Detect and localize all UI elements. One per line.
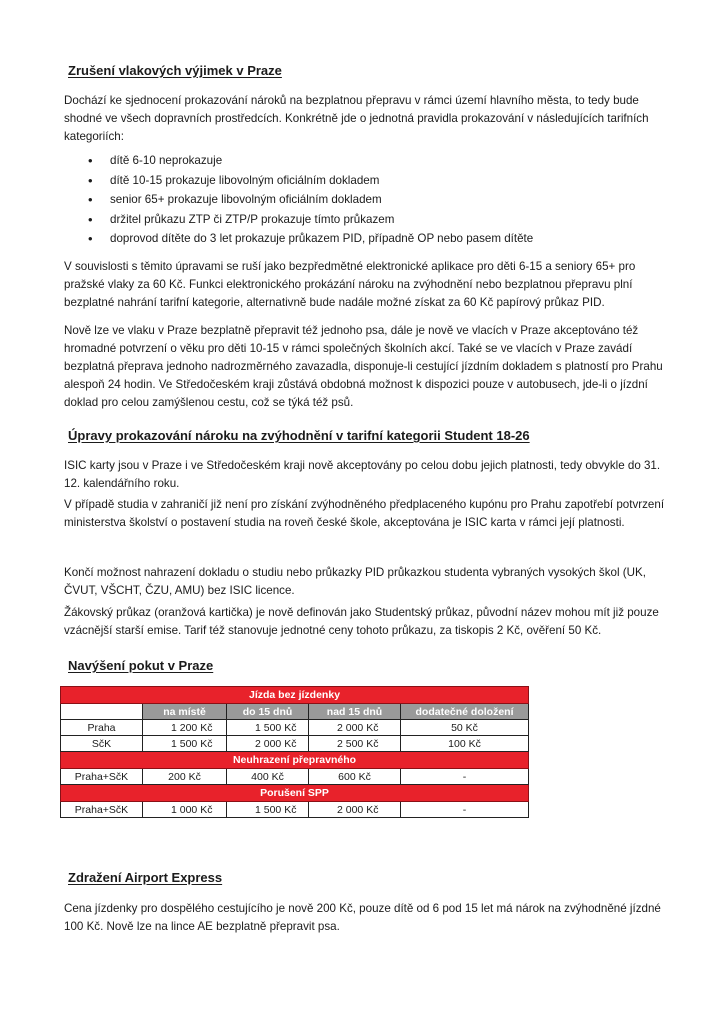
section-heading-airport-express: Zdražení Airport Express	[68, 870, 223, 885]
paragraph-study-abroad: V případě studia v zahraničí již není pro získání zvýhodněného předplaceného kupónu pro Prahu zapotřebí potvrzení ministerstva školství o postavení studia na roveň české škole, akceptována je ISIC karta v rámci její platnosti.	[64, 498, 665, 529]
table-cell: 1 200 Kč	[143, 720, 227, 736]
table-cell: 2 000 Kč	[309, 720, 401, 736]
table-cell: 1 000 Kč	[143, 802, 227, 818]
section-heading-student-discount: Úpravy prokazování nároku na zvýhodnění v tarifní kategorii Student 18-26	[68, 428, 530, 443]
table-cell: 100 Kč	[401, 736, 529, 752]
paragraph-apps-cancelled: V souvislosti s těmito úpravami se ruší jako bezpředmětné elektronické aplikace pro děti 6-15 a seniory 65+ pro pražské vlaky za 60 Kč. Funkci elektronického prokázání nároku na zvýhodnění nebo bezplatnou přepravu plní bezplatné nahrání tarifní kategorie, alternativně bude nadále možné získat za 60 Kč papírový průkaz PID.	[64, 260, 636, 309]
section-label-unpaid: Neuhrazení přepravného	[61, 752, 529, 769]
table-column-headers	[61, 704, 529, 720]
category-list	[88, 151, 533, 249]
table-cell: 50 Kč	[401, 720, 529, 736]
table-row	[61, 769, 529, 785]
table-row	[61, 802, 529, 818]
section-label-no-ticket: Jízda bez jízdenky	[61, 687, 529, 704]
table-cell: 2 000 Kč	[309, 802, 401, 818]
table-section-header	[61, 752, 529, 769]
table-row	[61, 736, 529, 752]
section-heading-train-exceptions: Zrušení vlakových výjimek v Praze	[68, 63, 282, 78]
table-cell: 400 Kč	[227, 769, 309, 785]
table-cell: 200 Kč	[143, 769, 227, 785]
list-item: • držitel průkazu ZTP či ZTP/P prokazuje tímto průkazem	[88, 210, 533, 230]
row-label: Praha	[61, 720, 143, 736]
row-label: Praha+SčK	[61, 769, 143, 785]
column-header: na místě	[143, 704, 227, 720]
list-item: • doprovod dítěte do 3 let prokazuje průkazem PID, případně OP nebo pasem dítěte	[88, 229, 533, 249]
table-row	[61, 720, 529, 736]
table-cell: -	[401, 769, 529, 785]
table-cell: -	[401, 802, 529, 818]
section-label-spp: Porušení SPP	[61, 785, 529, 802]
table-section-header	[61, 785, 529, 802]
paragraph-university-cards: Končí možnost nahrazení dokladu o studiu nebo průkazky PID průkazkou studenta vybraných vysokých škol (UK, ČVUT, VŠCHT, ČZU, AMU) bez ISIC licence.	[64, 566, 646, 597]
table-cell: 1 500 Kč	[227, 720, 309, 736]
row-label: SčK	[61, 736, 143, 752]
paragraph-student-card: Žákovský průkaz (oranžová kartička) je nově definován jako Studentský průkaz, původní název mohou mít již pouze vzácnější starší emise. Tarif též stanovuje jednotné ceny tohoto průkazu, za tiskopis 2 Kč, ověření 50 Kč.	[64, 606, 659, 637]
column-header: dodatečné doložení	[401, 704, 529, 720]
list-item: • dítě 10-15 prokazuje libovolným oficiálním dokladem	[88, 171, 533, 191]
table-cell: 2 500 Kč	[309, 736, 401, 752]
fines-table	[60, 686, 529, 818]
paragraph-isic-validity: ISIC karty jsou v Praze i ve Středočeském kraji nově akceptovány po celou dobu jejich platnosti, tedy obvykle do 31. 12. kalendářního roku.	[64, 459, 661, 490]
table-cell: 600 Kč	[309, 769, 401, 785]
column-header-empty	[61, 704, 143, 720]
row-label: Praha+SčK	[61, 802, 143, 818]
column-header: nad 15 dnů	[309, 704, 401, 720]
section-heading-fines: Navýšení pokut v Praze	[68, 658, 214, 673]
paragraph-airport-express: Cena jízdenky pro dospělého cestujícího je nově 200 Kč, pouze dítě od 6 pod 15 let má nárok na zvýhodněné jízdné 100 Kč. Nově lze na lince AE bezplatně přepravit psa.	[64, 902, 661, 933]
table-cell: 1 500 Kč	[143, 736, 227, 752]
list-item: • dítě 6-10 neprokazuje	[88, 151, 533, 171]
list-item: • senior 65+ prokazuje libovolným oficiálním dokladem	[88, 190, 533, 210]
table-cell: 2 000 Kč	[227, 736, 309, 752]
table-cell: 1 500 Kč	[227, 802, 309, 818]
column-header: do 15 dnů	[227, 704, 309, 720]
paragraph-dogs-luggage: Nově lze ve vlaku v Praze bezplatně přepravit též jednoho psa, dále je nově ve vlacích v Praze akceptováno též hromadné potvrzení o věku pro děti 10-15 v rámci společných školních akcí. Také se ve vlacích v Praze zavádí bezplatná přeprava jednoho nadrozměrného zavazadla, disponuje-li cestující jízdním dokladem s platností pro Prahu alespoň 24 hodin. Ve Středočeském kraji zůstává obdobná možnost k dispozici pouze v autobusech, jde-li o jízdní doklad pro celou zamýšlenou cestu, což se týká též psů.	[64, 324, 663, 409]
table-section-header	[61, 687, 529, 704]
paragraph-intro: Dochází ke sjednocení prokazování nároků na bezplatnou přepravu v rámci území hlavního města, to tedy bude shodné ve všech dopravních prostředcích. Konkrétně jde o jednotná pravidla prokazování v následujících tarifních kategoriích:	[64, 94, 649, 143]
